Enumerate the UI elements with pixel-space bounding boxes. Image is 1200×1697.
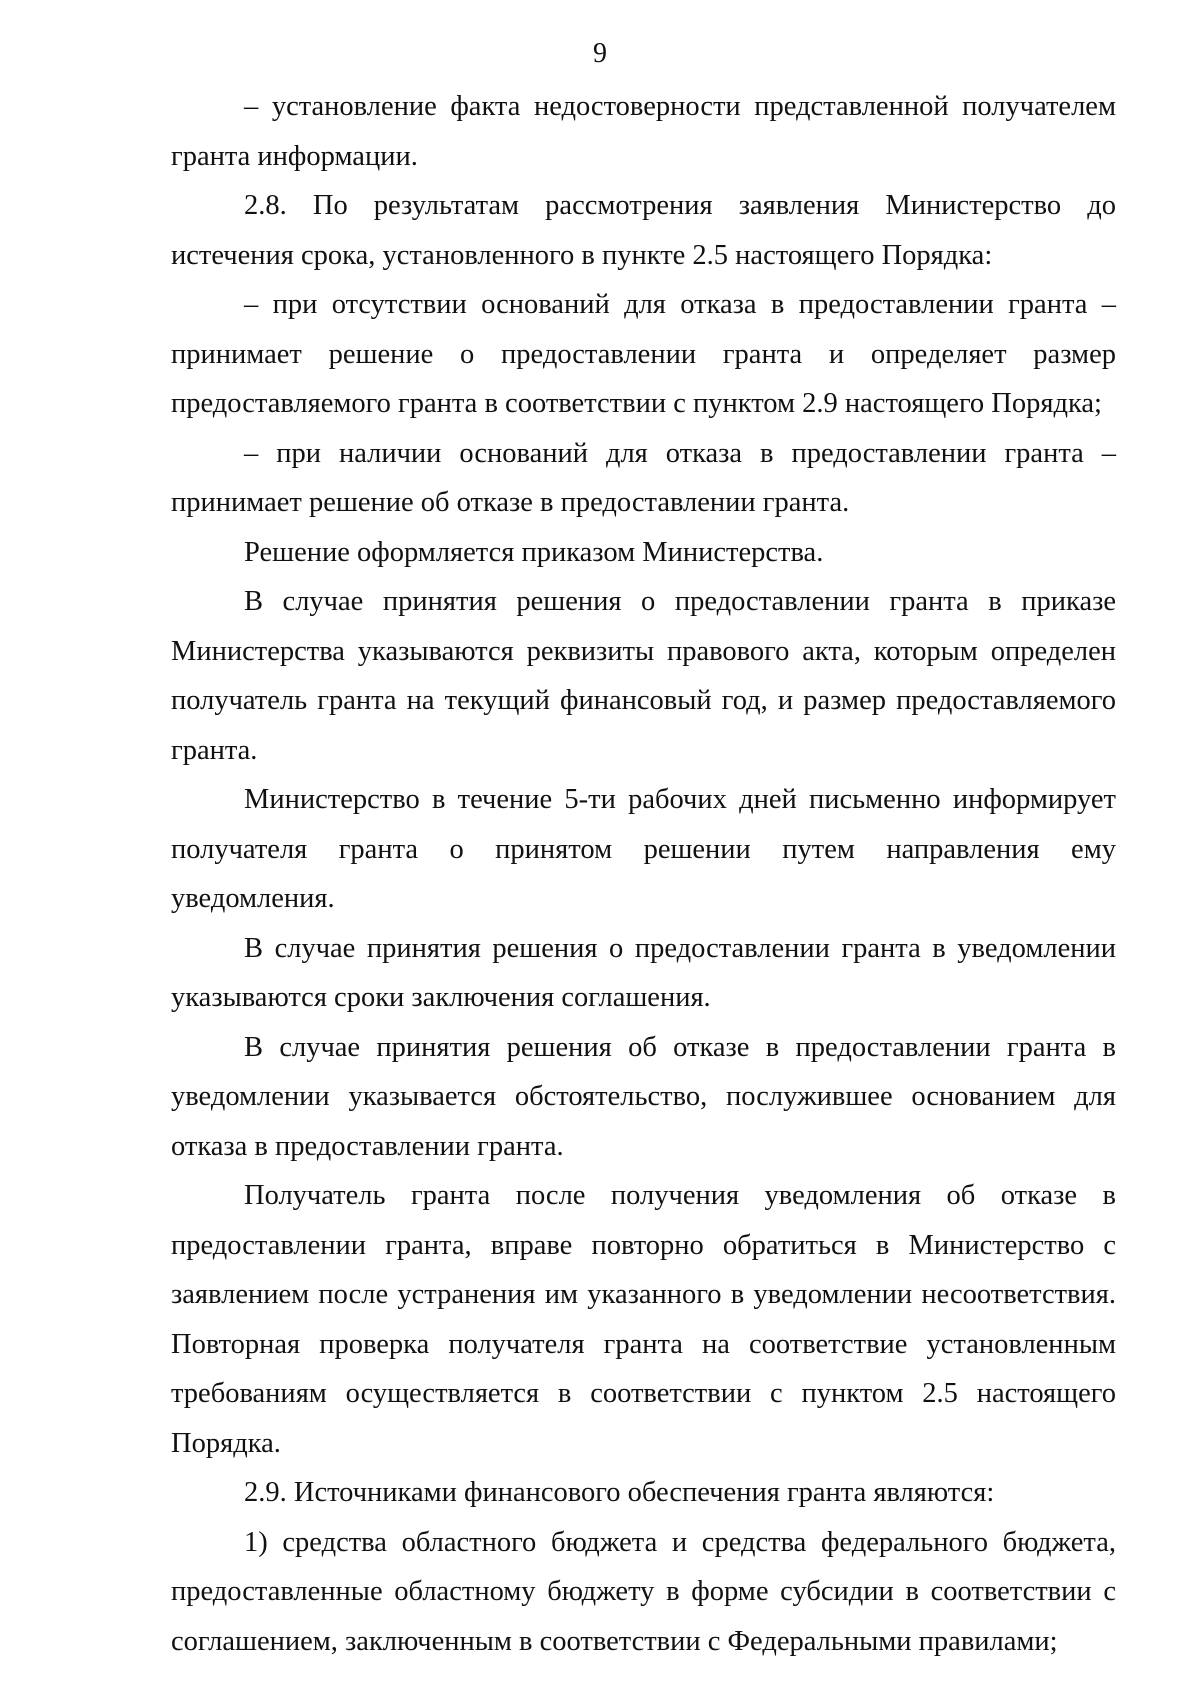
paragraph-refusal-reason: В случае принятия решения об отказе в предоставлении гранта в уведомлении указывается обстоятельство, послужившее основанием для отказа в предоставлении гранта.	[171, 1031, 1116, 1162]
paragraph-order-details: В случае принятия решения о предоставлении гранта в приказе Министерства указываются реквизиты правового акта, которым определен получатель гранта на текущий финансовый год, и размер предоставляемого гранта.	[171, 586, 1116, 766]
paragraph-reapplication: Получатель гранта после получения уведомления об отказе в предоставлении гранта, вправе повторно обратиться в Министерство с заявлением после устранения им указанного в уведомлении несоответствия. Повторная проверка получателя гранта на соответствие установленным требованиям осуществляется в соответствии с пунктом 2.5 настоящего Порядка.	[171, 1180, 1116, 1459]
paragraph-2-9: 2.9. Источниками финансового обеспечения гранта являются:	[244, 1477, 995, 1508]
page-number: 9	[593, 38, 607, 69]
document-body	[171, 82, 1116, 1666]
paragraph-agreement-terms: В случае принятия решения о предоставлении гранта в уведомлении указываются сроки заключения соглашения.	[171, 932, 1116, 1013]
paragraph-no-grounds: – при отсутствии оснований для отказа в предоставлении гранта – принимает решение о предоставлении гранта и определяет размер предоставляемого гранта в соответствии с пунктом 2.9 настоящего Порядка;	[171, 289, 1116, 419]
paragraph-grounds-exist: – при наличии оснований для отказа в предоставлении гранта – принимает решение об отказе в предоставлении гранта.	[171, 437, 1116, 518]
paragraph-decision-order: Решение оформляется приказом Министерства.	[244, 536, 824, 568]
paragraph-notification: Министерство в течение 5-ти рабочих дней письменно информирует получателя гранта о принятом решении путем направления ему уведомления.	[171, 784, 1116, 914]
paragraph-unreliable-info: – установление факта недостоверности представленной получателем гранта информации.	[171, 91, 1116, 172]
paragraph-funding-source-1: 1) средства областного бюджета и средства федерального бюджета, предоставленные областному бюджету в форме субсидии в соответствии с соглашением, заключенным в соответствии с Федеральными правилами;	[171, 1526, 1116, 1657]
paragraph-2-8: 2.8. По результатам рассмотрения заявления Министерство до истечения срока, установленного в пункте 2.5 настоящего Порядка:	[171, 190, 1116, 271]
